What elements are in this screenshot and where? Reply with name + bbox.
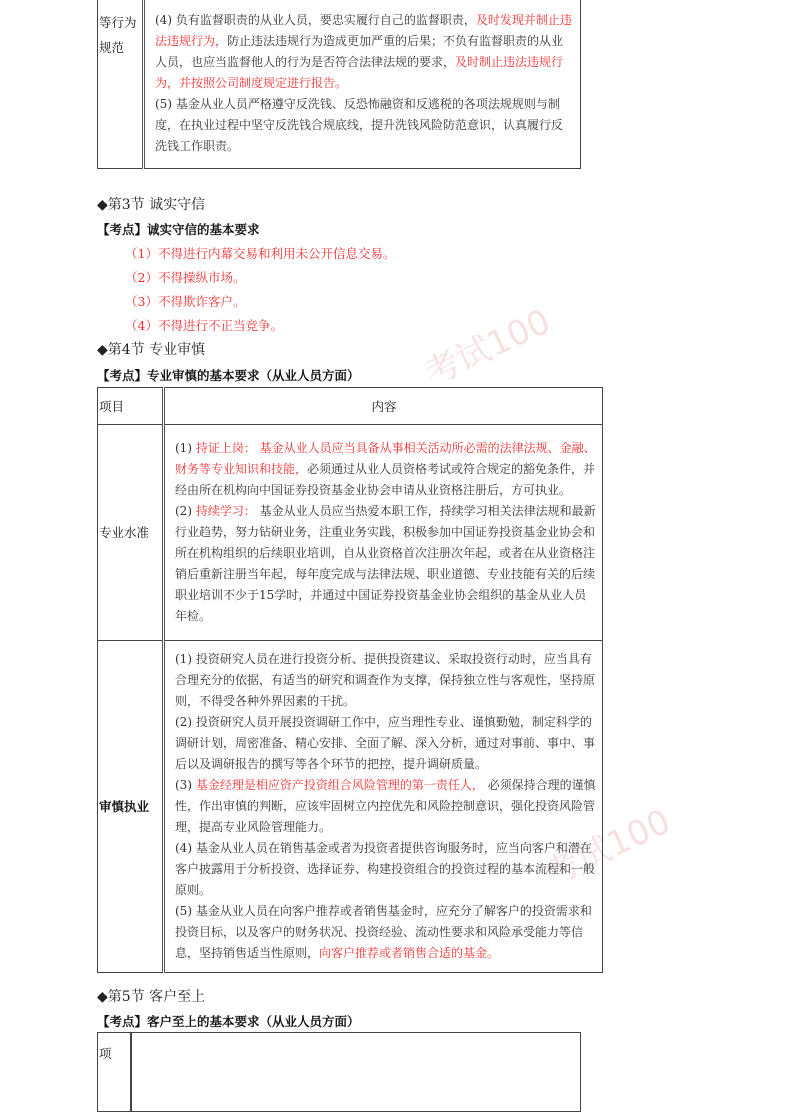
paragraph [175, 775, 596, 838]
paragraph [175, 438, 596, 501]
table-row [98, 641, 603, 973]
text-segment: 必须保持合理的谨慎性，作出审慎的判断，应该牢固树立内控优先和风险控制意识，强化投资风险管理，提高专业风险管理能力。 [175, 778, 596, 834]
paragraph [175, 838, 596, 901]
section-3-point: 【考点】诚实守信的基本要求 [97, 222, 260, 237]
section-4-title: ◆第4节 专业审慎 [97, 342, 206, 358]
table-row [98, 425, 603, 641]
text-segment: (5) 基金从业人员严格遵守反洗钱、反恐怖融资和反逃税的各项法规规则与制度，在执业过程中坚守反洗钱合规底线，提升洗钱风险防范意识，认真履行反洗钱工作职责。 [155, 97, 564, 153]
row-content [164, 425, 603, 641]
text-segment: (5) 基金从业人员在向客户推荐或者销售基金时，应充分了解客户的投资需求和投资目标，以及客户的财务状况、投资经验、流动性要求和风险承受能力等信息，坚持销售适当性原则， [175, 904, 592, 960]
paragraph [175, 901, 596, 964]
highlighted-text: 及时制止违法违规行为，并按照公司制度规定进行报告。 [155, 55, 564, 90]
list-item: （2）不得操纵市场。 [125, 270, 246, 285]
row-label: 等行为规范 [98, 0, 144, 169]
list-item: （1）不得进行内幕交易和利用未公开信息交易。 [125, 246, 396, 261]
list-item: （3）不得欺诈客户。 [125, 294, 246, 309]
paragraph [155, 94, 574, 157]
header-content: 内容 [164, 388, 603, 425]
highlighted-text: 基金经理是相应资产投资组合风险管理的第一责任人， [195, 778, 484, 792]
text-segment: 基金从业人员应当热爱本职工作，持续学习相关法律法规和最新行业趋势，努力钻研业务，注重业务实践，积极参加中国证券投资基金业协会和所在机构组织的后续职业培训，自从业资格首次注册次年起，或者在从业资格注销后重新注册当年起，每年度完成与法律法规、职业道德、专业技能有关的后续职业培训不少于15学时，并通过中国证券投资基金业协会组织的基金从业人员年检。 [175, 504, 596, 623]
text-segment: (2) 投资研究人员开展投资调研工作中，应当理性专业、谨慎勤勉，制定科学的调研计划，周密准备、精心安排、全面了解、深入分析，通过对事前、事中、事后以及调研报告的撰写等各个环节的把控，提升调研质量。 [175, 715, 596, 771]
conduct-table-continued [97, 0, 581, 169]
row-content [144, 0, 581, 169]
section-4-point: 【考点】专业审慎的基本要求（从业人员方面） [97, 368, 360, 383]
text-segment: 必须通过从业人员资格考试或符合规定的豁免条件，并经由所在机构向中国证券投资基金业协会申请从业资格注册后，方可执业。 [175, 462, 596, 497]
section-5-point: 【考点】客户至上的基本要求（从业人员方面） [97, 1014, 360, 1029]
header-content [131, 1033, 581, 1112]
table-header-row [98, 388, 603, 425]
watermark: 考试100 [539, 801, 677, 894]
watermark: 考试100 [419, 301, 557, 394]
text-segment: (1) [175, 441, 196, 455]
highlighted-text: 及时发现并制止违法违规行为， [155, 13, 572, 48]
header-item: 项 [98, 1033, 131, 1112]
text-segment: (4) 基金从业人员在销售基金或者为投资者提供咨询服务时，应当向客户和潜在客户披露用于分析投资、选择证券、构建投资组合的投资过程的基本流程和一般原则。 [175, 841, 596, 897]
list-item: （4）不得进行不正当竞争。 [125, 318, 283, 333]
row-label: 审慎执业 [98, 641, 164, 973]
row-label: 专业水准 [98, 425, 164, 641]
paragraph [175, 649, 596, 712]
highlighted-text: 持证上岗： 基金从业人员应当具备从事相关活动所必需的法律法规、金融、财务等专业知识和技能， [175, 441, 596, 476]
text-segment: (4) 负有监督职责的从业人员，要忠实履行自己的监督职责， [155, 13, 476, 27]
row-content [164, 641, 603, 973]
text-segment: (1) 投资研究人员在进行投资分析、提供投资建议、采取投资行动时，应当具有合理充分的依据，有适当的研究和调查作为支撑，保持独立性与客观性，坚持原则，不得受各种外界因素的干扰。 [175, 652, 596, 708]
section-3-title: ◆第3节 诚实守信 [97, 197, 206, 213]
text-segment: 防止违法违规行为造成更加严重的后果；不负有监督职责的从业人员，也应当监督他人的行为是否符合法律法规的要求， [155, 34, 564, 69]
text-segment: (2) [175, 504, 196, 518]
paragraph [175, 501, 596, 627]
text-segment: (3) [175, 778, 196, 792]
client-first-table [97, 1032, 581, 1112]
section-5-title: ◆第5节 客户至上 [97, 989, 206, 1005]
prudence-table [97, 387, 603, 973]
highlighted-text: 向客户推荐或者销售合适的基金。 [319, 946, 500, 960]
header-item: 项目 [98, 388, 164, 425]
highlighted-text: 持续学习： [195, 504, 256, 518]
paragraph [155, 10, 574, 94]
paragraph [175, 712, 596, 775]
